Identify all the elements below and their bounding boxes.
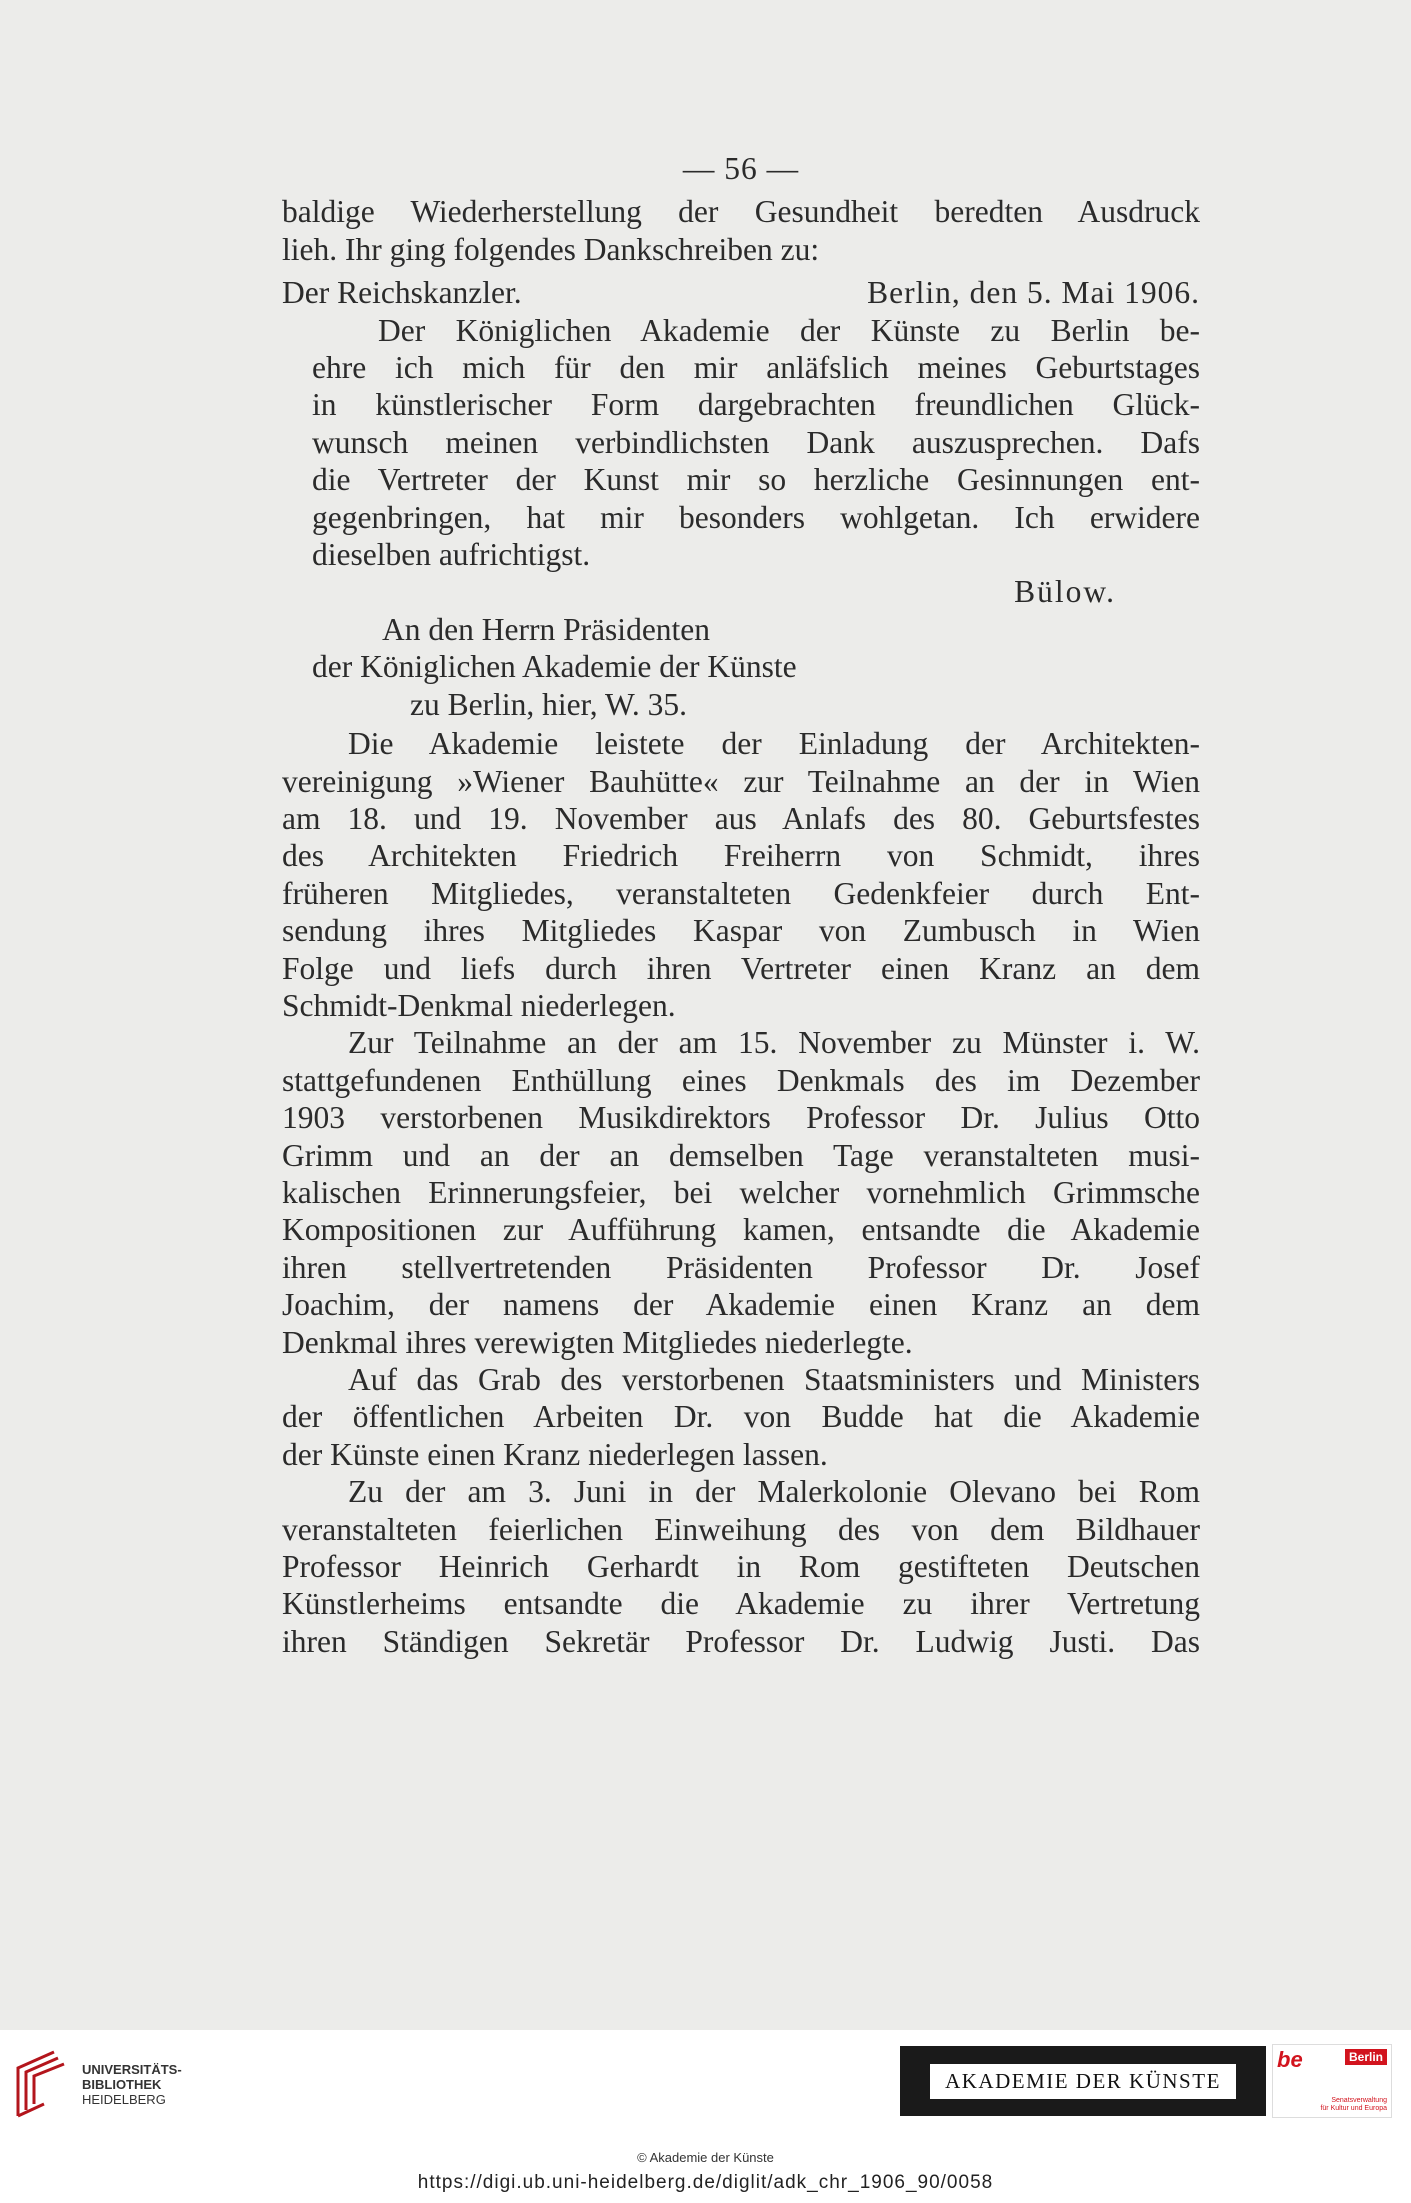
text-line: Folge und liefs durch ihren Vertreter einen Kranz an dem	[282, 950, 1200, 986]
text-line: am 18. und 19. November aus Anlafs des 80. Geburtsfestes	[282, 800, 1200, 836]
text-line: baldige Wiederherstellung der Gesundheit beredten Ausdruck	[282, 194, 1200, 230]
text-line: kalischen Erinnerungsfeier, bei welcher vornehmlich Grimmsche	[282, 1174, 1200, 1210]
berlin-subtitle	[1320, 2097, 1387, 2113]
library-emblem-icon	[14, 2048, 70, 2120]
text-line: wunsch meinen verbindlichsten Dank auszusprechen. Dafs	[312, 424, 1200, 460]
text-line: sendung ihres Mitgliedes Kaspar von Zumbusch in Wien	[282, 913, 1200, 949]
text-line: in künstlerischer Form dargebrachten freundlichen Glück-	[312, 387, 1200, 423]
letter-sender: Der Reichskanzler.	[282, 275, 522, 311]
library-name	[82, 2062, 182, 2107]
library-name-line: BIBLIOTHEK	[82, 2076, 162, 2092]
library-name-line: HEIDELBERG	[82, 2091, 166, 2107]
berlin-be-mark: be	[1277, 2047, 1303, 2072]
berlin-logo[interactable]	[1272, 2044, 1392, 2118]
letter-address	[282, 611, 1200, 723]
text-line: Joachim, der namens der Akademie einen Kranz an dem	[282, 1287, 1200, 1323]
letter-signature: Bülow.	[1014, 574, 1116, 610]
page-number: — 56 —	[682, 151, 800, 186]
text-line: lieh. Ihr ging folgendes Dankschreiben zu:	[282, 231, 820, 267]
text-line: ihren stellvertretenden Präsidenten Professor Dr. Josef	[282, 1249, 1200, 1285]
permalink-url[interactable]: https://digi.ub.uni-heidelberg.de/diglit/adk_chr_1906_90/0058	[417, 2172, 994, 2193]
text-line: der öffentlichen Arbeiten Dr. von Budde hat die Akademie	[282, 1399, 1200, 1435]
copyright-notice: © Akademie der Künste	[637, 2150, 774, 2165]
text-line: Auf das Grab des verstorbenen Staatsministers und Ministers	[348, 1362, 1200, 1397]
text-line: ehre ich mich für den mir anläfslich meines Geburtstages	[312, 350, 1200, 386]
text-line: Der Königlichen Akademie der Künste zu Berlin be-	[378, 312, 1200, 348]
page-text	[282, 150, 1200, 1660]
text-line: früheren Mitgliedes, veranstalteten Gedenkfeier durch Ent-	[282, 875, 1200, 911]
intro-paragraph	[282, 193, 1200, 268]
adk-label: AKADEMIE DER KÜNSTE	[930, 2064, 1236, 2099]
text-line: 1903 verstorbenen Musikdirektors Professor Dr. Julius Otto	[282, 1100, 1200, 1136]
address-line: An den Herrn Präsidenten	[382, 611, 711, 647]
text-line: der Künste einen Kranz niederlegen lassen.	[282, 1436, 828, 1472]
text-line: Grimm und an der an demselben Tage veranstalteten musi-	[282, 1137, 1200, 1173]
text-line: Schmidt-Denkmal niederlegen.	[282, 987, 676, 1023]
library-name-line: UNIVERSITÄTS-	[82, 2061, 182, 2077]
text-line: des Architekten Friedrich Freiherrn von Schmidt, ihres	[282, 838, 1200, 874]
berlin-subtitle-line: für Kultur und Europa	[1320, 2105, 1387, 2112]
paragraph	[282, 1024, 1200, 1361]
text-line: Die Akademie leistete der Einladung der Architekten-	[348, 726, 1200, 762]
text-line: Zu der am 3. Juni in der Malerkolonie Olevano bei Rom	[348, 1474, 1200, 1510]
letter-date: Berlin, den 5. Mai 1906.	[867, 275, 1200, 311]
text-line: die Vertreter der Kunst mir so herzliche Gesinnungen ent-	[312, 462, 1200, 498]
berlin-label: Berlin	[1345, 2049, 1387, 2065]
text-line: Professor Heinrich Gerhardt in Rom gestifteten Deutschen	[282, 1549, 1200, 1585]
paragraph	[282, 1473, 1200, 1660]
text-line: Künstlerheims entsandte die Akademie zu ihrer Vertretung	[282, 1586, 1200, 1622]
text-line: vereinigung »Wiener Bauhütte« zur Teilnahme an der in Wien	[282, 763, 1200, 799]
text-line: stattgefundenen Enthüllung eines Denkmals des im Dezember	[282, 1062, 1200, 1098]
text-line: Kompositionen zur Aufführung kamen, entsandte die Akademie	[282, 1212, 1200, 1248]
text-line: Zur Teilnahme an der am 15. November zu Münster i. W.	[348, 1025, 1200, 1061]
adk-logo[interactable]	[900, 2046, 1266, 2116]
text-line: veranstalteten feierlichen Einweihung des von dem Bildhauer	[282, 1511, 1200, 1547]
text-line: gegenbringen, hat mir besonders wohlgetan. Ich erwidere	[312, 499, 1200, 535]
text-line: dieselben aufrichtigst.	[312, 537, 591, 573]
footer-bar	[0, 2030, 1411, 2203]
text-line: Denkmal ihres verewigten Mitgliedes niederlegte.	[282, 1324, 913, 1360]
text-line: ihren Ständigen Sekretär Professor Dr. Ludwig Justi. Das	[282, 1623, 1200, 1659]
address-line: zu Berlin, hier, W. 35.	[410, 686, 687, 722]
berlin-subtitle-line: Senatsverwaltung	[1331, 2097, 1387, 2104]
paragraph	[282, 725, 1200, 1024]
address-line: der Königlichen Akademie der Künste	[312, 649, 797, 685]
letter-header	[282, 274, 1200, 311]
letter-body	[282, 312, 1200, 574]
library-logo[interactable]	[14, 2048, 182, 2120]
paragraph	[282, 1361, 1200, 1473]
